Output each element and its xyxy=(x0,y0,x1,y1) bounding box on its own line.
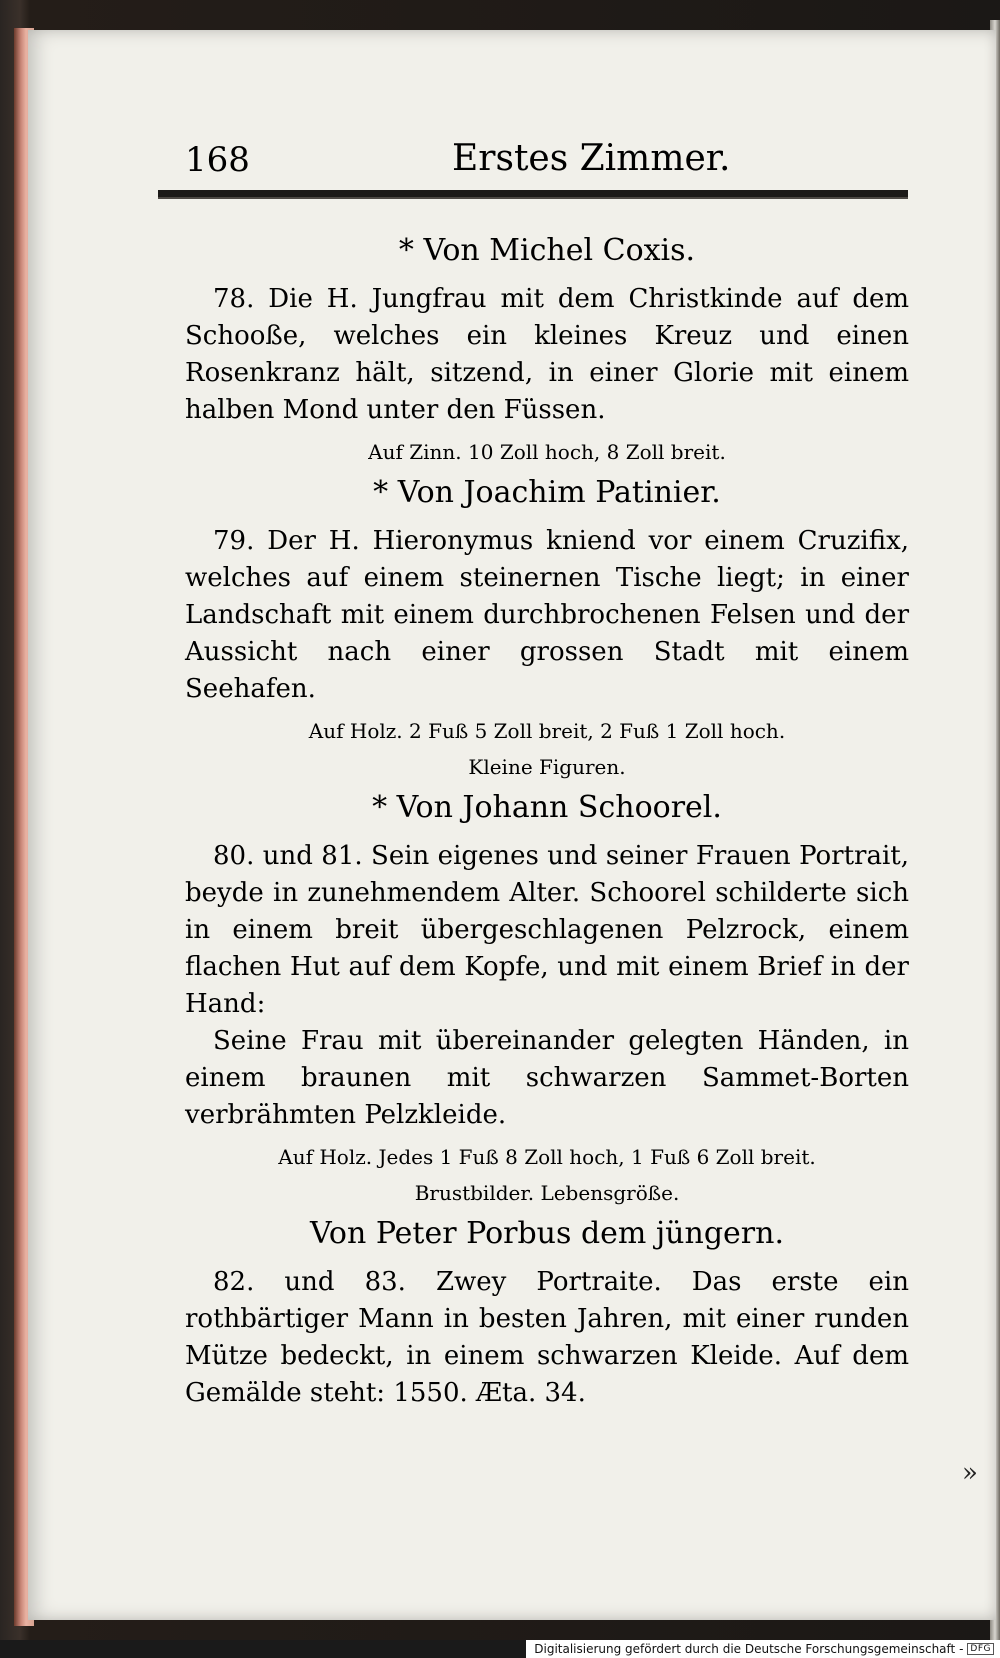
credit-text: Digitalisierung gefördert durch die Deutsche Forschungsgemeinschaft - xyxy=(534,1642,964,1656)
catalog-entry: 82. und 83. Zwey Portraite. Das erste ein rothbärtiger Mann in besten Jahren, mit einer runden Mütze bedeckt, in einem schwarzen Kleide. Auf dem Gemälde steht: 1550. Æta. 34. xyxy=(185,1267,909,1408)
catalog-entry: 79. Der H. Hieronymus kniend vor einem Cruzifix, welches auf einem steinernen Tische liegt; in einer Landschaft mit einem durchbrochenen Felsen und der Aussicht nach einer grossen Stadt mit einem Seehafen. xyxy=(185,526,909,704)
page-number: 168 xyxy=(185,140,250,180)
margin-mark: » xyxy=(962,1458,978,1488)
section-porbus xyxy=(185,1214,909,1412)
artist-heading: * Von Joachim Patinier. xyxy=(373,475,721,510)
artist-heading: * Von Michel Coxis. xyxy=(398,233,696,268)
section-schoorel xyxy=(185,788,909,1208)
page-body xyxy=(185,225,909,1412)
catalog-entry: 78. Die H. Jungfrau mit dem Christkinde auf dem Schooße, welches ein kleines Kreuz und einen Rosenkranz hält, sitzend, in einer Glorie mit einem halben Mond unter den Füssen. xyxy=(185,284,909,425)
figure-note: Kleine Figuren. xyxy=(468,755,626,779)
medium-dimensions: Auf Holz. Jedes 1 Fuß 8 Zoll hoch, 1 Fuß 6 Zoll breit. xyxy=(278,1145,816,1169)
catalog-entry-continued: Seine Frau mit übereinander gelegten Händen, in einem braunen mit schwarzen Sammet-Borten verbrähmten Pelzkleide. xyxy=(185,1026,909,1130)
medium-dimensions: Auf Holz. 2 Fuß 5 Zoll breit, 2 Fuß 1 Zoll hoch. xyxy=(308,719,786,743)
page-header xyxy=(150,120,910,180)
figure-note: Brustbilder. Lebensgröße. xyxy=(414,1181,680,1205)
section-patinier xyxy=(185,473,909,782)
dfg-logo-icon: DFG xyxy=(967,1643,994,1655)
running-head: Erstes Zimmer. xyxy=(452,138,731,179)
artist-heading: Von Peter Porbus dem jüngern. xyxy=(310,1216,784,1251)
header-rule xyxy=(158,190,908,199)
digitization-credit xyxy=(526,1640,1000,1658)
medium-dimensions: Auf Zinn. 10 Zoll hoch, 8 Zoll breit. xyxy=(368,440,726,464)
section-coxis xyxy=(185,231,909,467)
catalog-entry: 80. und 81. Sein eigenes und seiner Frauen Portrait, beyde in zunehmendem Alter. Schoorel schilderte sich in einem breit übergeschlagenen Pelzrock, einem flachen Hut auf dem Kopfe, und mit einem Brief in der Hand: xyxy=(185,841,909,1019)
artist-heading: * Von Johann Schoorel. xyxy=(372,790,722,825)
